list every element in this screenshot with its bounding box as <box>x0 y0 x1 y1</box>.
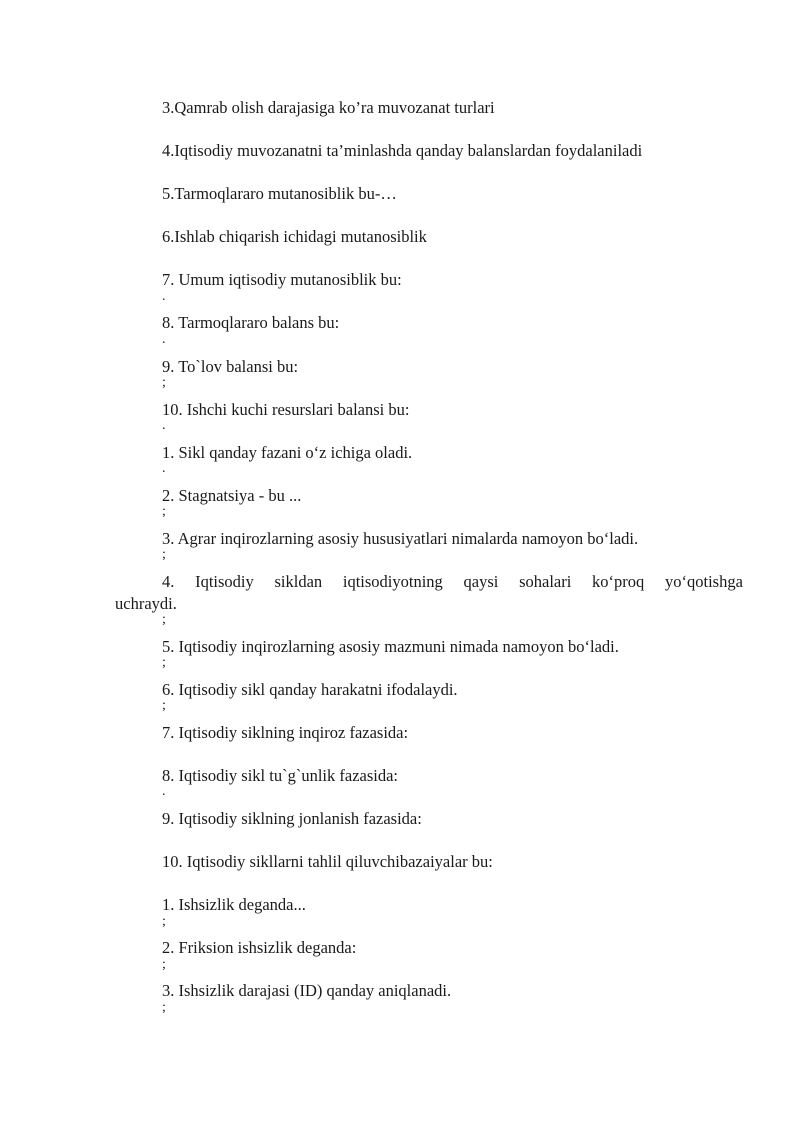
answer-gap <box>115 786 743 808</box>
question-line: 5. Iqtisodiy inqirozlarning asosiy mazmuni nimada namoyon bo‘ladi. <box>162 636 619 656</box>
answer-gap <box>115 830 743 852</box>
answer-gap <box>115 999 743 1024</box>
answer-gap <box>115 162 743 184</box>
question-line: 2. Stagnatsiya - bu ... <box>162 485 302 505</box>
answer-mark <box>115 204 743 218</box>
question-line: 5.Tarmoqlararo mutanosiblik bu-… <box>162 184 397 204</box>
answer-mark: ; <box>162 956 166 972</box>
answer-mark: . <box>162 461 166 477</box>
question-word: qaysi <box>463 572 499 592</box>
question-word: iqtisodiyotning <box>342 572 443 592</box>
question-line: 10. Iqtisodiy sikllarni tahlil qiluvchibazaiyalar bu: <box>162 852 493 872</box>
answer-mark <box>115 118 743 132</box>
question-line: 6.Ishlab chiqarish ichidagi mutanosiblik <box>162 227 427 247</box>
question-line: 3. Ishsizlik darajasi (ID) qanday aniqlanadi. <box>162 981 452 1001</box>
answer-gap <box>115 377 743 399</box>
answer-gap <box>115 420 743 442</box>
answer-gap <box>115 331 743 356</box>
answer-mark: . <box>162 418 166 434</box>
answer-mark: ; <box>162 612 166 628</box>
question-line: 1. Sikl qanday fazani o‘z ichiga oladi. <box>162 442 413 462</box>
question-word: yo‘qotishga <box>665 572 743 592</box>
question-word: sohalari <box>519 572 572 592</box>
answer-gap <box>115 248 743 270</box>
question-word: ko‘proq <box>592 572 645 592</box>
answer-mark: ; <box>162 655 166 671</box>
question-line: 1. Ishsizlik deganda... <box>162 895 306 915</box>
answer-mark: . <box>162 784 166 800</box>
answer-mark <box>115 742 743 756</box>
question-word: 4. <box>162 572 175 592</box>
question-line: 4.Iqtisodiy muvozanatni ta’minlashda qanday balanslardan foydalaniladi <box>162 141 643 161</box>
question-word: sikldan <box>274 572 323 592</box>
answer-mark: ; <box>162 375 166 391</box>
question-line: 8. Iqtisodiy sikl tu`g`unlik fazasida: <box>162 765 399 785</box>
question-list <box>115 97 743 1023</box>
answer-mark: . <box>162 288 166 304</box>
answer-gap <box>115 288 743 313</box>
question-line: 7. Umum iqtisodiy mutanosiblik bu: <box>162 270 402 290</box>
question-line: 9. To`lov balansi bu: <box>162 356 299 376</box>
question-line: 3. Agrar inqirozlarning asosiy hususiyatlari nimalarda namoyon bo‘ladi. <box>162 528 639 548</box>
answer-mark <box>115 829 743 843</box>
question-line: 3.Qamrab olish darajasiga ko’ra muvozanat turlari <box>162 98 495 117</box>
answer-gap <box>115 506 743 528</box>
answer-gap <box>115 549 743 571</box>
question-line-wrapped <box>115 571 743 614</box>
answer-gap <box>115 614 743 636</box>
question-word: Iqtisodiy <box>195 572 254 592</box>
answer-mark: ; <box>162 698 166 714</box>
answer-mark: ; <box>162 913 166 929</box>
question-line: 7. Iqtisodiy siklning inqiroz fazasida: <box>162 722 409 742</box>
answer-gap <box>115 873 743 895</box>
answer-mark <box>115 872 743 886</box>
answer-gap <box>115 956 743 981</box>
answer-mark <box>115 247 743 261</box>
answer-gap <box>115 913 743 938</box>
question-line: 9. Iqtisodiy siklning jonlanish fazasida: <box>162 809 422 828</box>
answer-mark: ; <box>162 999 166 1015</box>
question-continuation: uchraydi. <box>115 593 177 613</box>
answer-mark: . <box>162 331 166 347</box>
answer-gap <box>115 119 743 141</box>
answer-mark <box>115 161 743 175</box>
answer-gap <box>115 657 743 679</box>
answer-gap <box>115 205 743 227</box>
answer-gap <box>115 743 743 765</box>
answer-gap <box>115 700 743 722</box>
question-line: 10. Ishchi kuchi resurslari balansi bu: <box>162 399 410 419</box>
question-line: 6. Iqtisodiy sikl qanday harakatni ifodalaydi. <box>162 679 458 699</box>
answer-mark: ; <box>162 547 166 563</box>
question-line: 2. Friksion ishsizlik deganda: <box>162 938 357 958</box>
answer-gap <box>115 463 743 485</box>
answer-mark: ; <box>162 504 166 520</box>
question-line: 8. Tarmoqlararo balans bu: <box>162 313 340 333</box>
